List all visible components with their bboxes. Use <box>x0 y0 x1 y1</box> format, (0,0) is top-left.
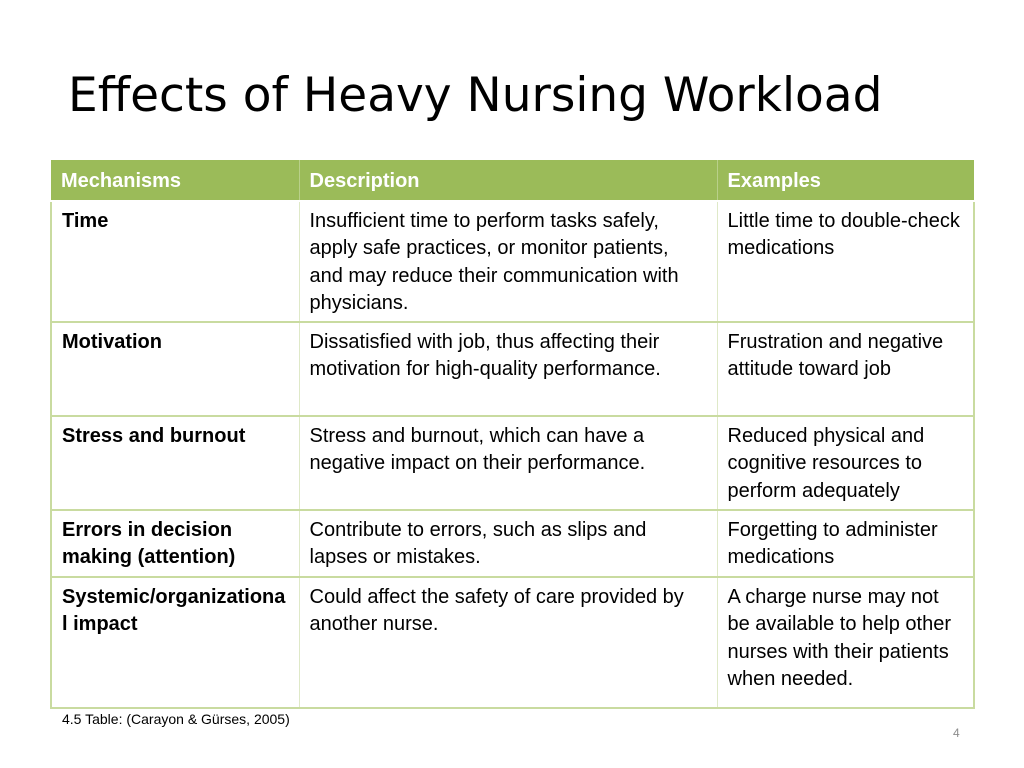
example-cell: Frustration and negative attitude toward job <box>717 322 974 416</box>
mechanism-cell: Motivation <box>51 322 299 416</box>
description-cell: Dissatisfied with job, thus affecting their motivation for high-quality performance. <box>299 322 717 416</box>
table-body <box>51 201 974 708</box>
description-cell: Contribute to errors, such as slips and lapses or mistakes. <box>299 510 717 577</box>
table-row <box>51 416 974 510</box>
table-header-row <box>51 160 974 201</box>
header-description: Description <box>299 160 717 201</box>
workload-effects-table-container <box>50 160 973 709</box>
mechanism-cell: Stress and burnout <box>51 416 299 510</box>
example-cell: Little time to double-check medications <box>717 201 974 322</box>
table-row <box>51 577 974 708</box>
example-cell: Reduced physical and cognitive resources to perform adequately <box>717 416 974 510</box>
table-caption: 4.5 Table: (Carayon & Gürses, 2005) <box>62 711 290 727</box>
table-row <box>51 322 974 416</box>
slide-title: Effects of Heavy Nursing Workload <box>68 68 883 123</box>
table-row <box>51 510 974 577</box>
slide-number: 4 <box>953 726 960 740</box>
description-cell: Could affect the safety of care provided by another nurse. <box>299 577 717 708</box>
table-header <box>51 160 974 201</box>
header-examples: Examples <box>717 160 974 201</box>
mechanism-cell: Errors in decision making (attention) <box>51 510 299 577</box>
example-cell: Forgetting to administer medications <box>717 510 974 577</box>
mechanism-cell: Time <box>51 201 299 322</box>
example-cell: A charge nurse may not be available to help other nurses with their patients when needed. <box>717 577 974 708</box>
mechanism-cell: Systemic/organizational impact <box>51 577 299 708</box>
description-cell: Stress and burnout, which can have a negative impact on their performance. <box>299 416 717 510</box>
header-mechanisms: Mechanisms <box>51 160 299 201</box>
table-row <box>51 201 974 322</box>
description-cell: Insufficient time to perform tasks safely, apply safe practices, or monitor patients, and may reduce their communication with physicians. <box>299 201 717 322</box>
workload-effects-table <box>50 160 975 709</box>
